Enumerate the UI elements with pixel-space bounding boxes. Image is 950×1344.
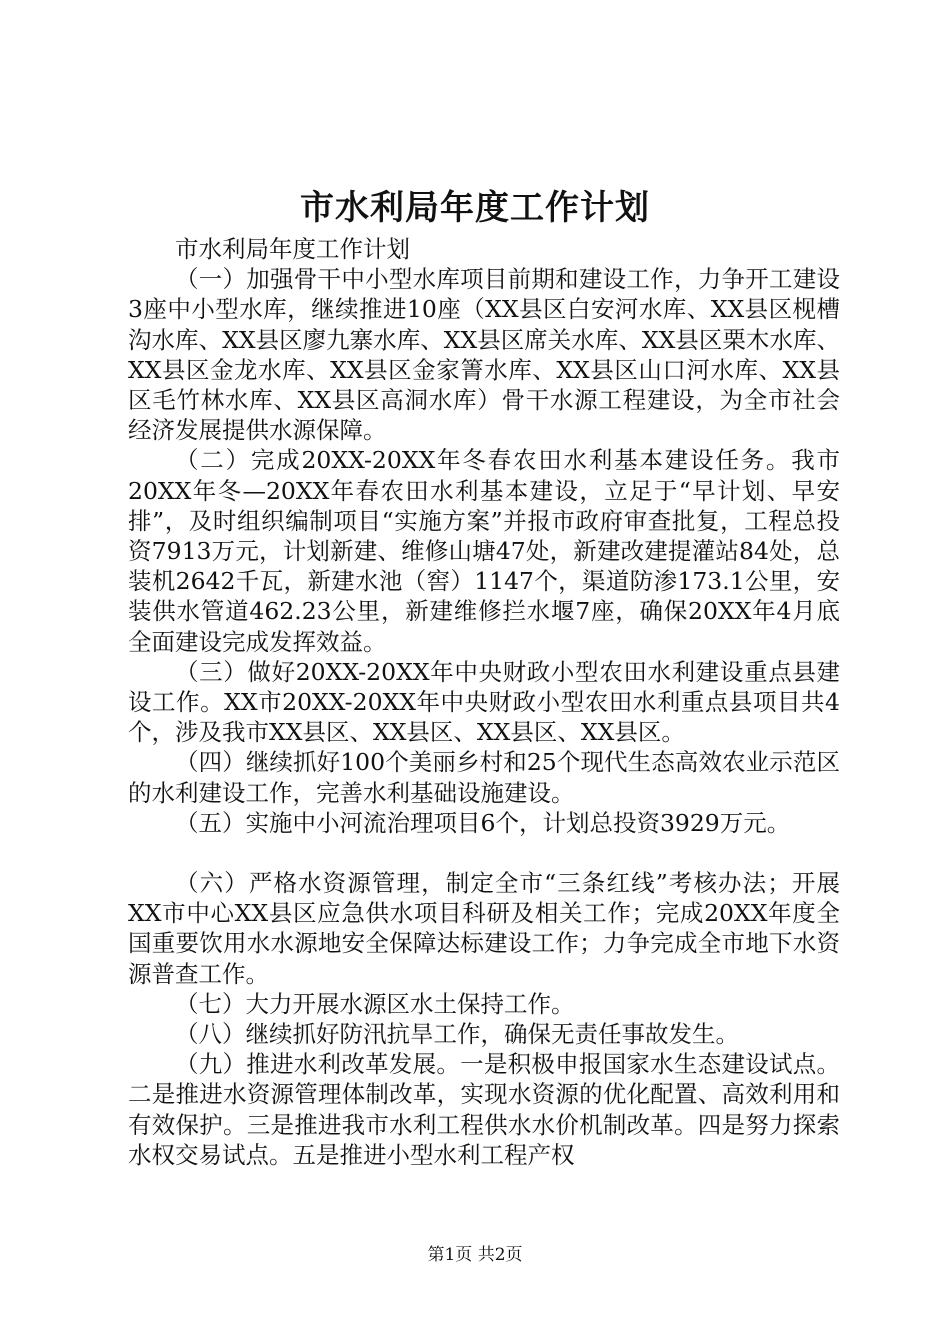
paragraph-item-1: （一）加强骨干中小型水库项目前期和建设工作，力争开工建设3座中小型水库，继续推进10座（XX县区白安河水库、XX县区枧槽沟水库、XX县区廖九寨水库、XX县区席关水库、XX县区栗木水库、XX县区金龙水库、XX县区金家箐水库、XX县区山口河水库、XX县区毛竹林水库、XX县区高洞水库）骨干水源工程建设，为全市社会经济发展提供水源保障。 — [128, 265, 840, 445]
paragraph-item-8: （八）继续抓好防汛抗旱工作，确保无责任事故发生。 — [175, 1020, 739, 1049]
document-body — [128, 234, 840, 1170]
paragraph-item-4: （四）继续抓好100个美丽乡村和25个现代生态高效农业示范区的水利建设工作，完善水利基础设施建设。 — [128, 748, 840, 807]
paragraph-item-6: （六）严格水资源管理，制定全市“三条红线”考核办法；开展XX市中心XX县区应急供水项目科研及相关工作；完成20XX年度全国重要饮用水水源地安全保障达标建设工作；力争完成全市地下水资源普查工作。 — [128, 869, 840, 988]
paragraph-item-3: （三）做好20XX-20XX年中央财政小型农田水利建设重点县建设工作。XX市20XX-20XX年中央财政小型农田水利重点县项目共4个，涉及我市XX县区、XX县区、XX县区、XX县区。 — [128, 657, 840, 747]
page-footer: 第1页 共2页 — [427, 1245, 523, 1265]
paragraph-subtitle: 市水利局年度工作计划 — [175, 235, 410, 263]
paragraph-item-9: （九）推进水利改革发展。一是积极申报国家水生态建设试点。二是推进水资源管理体制改革，实现水资源的优化配置、高效利用和有效保护。三是推进我市水利工程供水水价机制改革。四是努力探索水权交易试点。五是推进小型水利工程产权 — [128, 1050, 840, 1169]
paragraph-item-2: （二）完成20XX-20XX年冬春农田水利基本建设任务。我市20XX年冬—20XX年春农田水利基本建设，立足于“早计划、早安排”，及时组织编制项目“实施方案”并报市政府审查批复，工程总投资7913万元，计划新建、维修山塘47处，新建改建提灌站84处，总装机2642千瓦，新建水池（窖）1147个，渠道防渗173.1公里，安装供水管道462.23公里，新建维修拦水堰7座，确保20XX年4月底全面建设完成发挥效益。 — [128, 446, 840, 656]
paragraph-item-7: （七）大力开展水源区水土保持工作。 — [175, 989, 575, 1018]
document-title: 市水利局年度工作计划 — [300, 188, 650, 228]
paragraph-item-5: （五）实施中小河流治理项目6个，计划总投资3929万元。 — [175, 808, 791, 837]
